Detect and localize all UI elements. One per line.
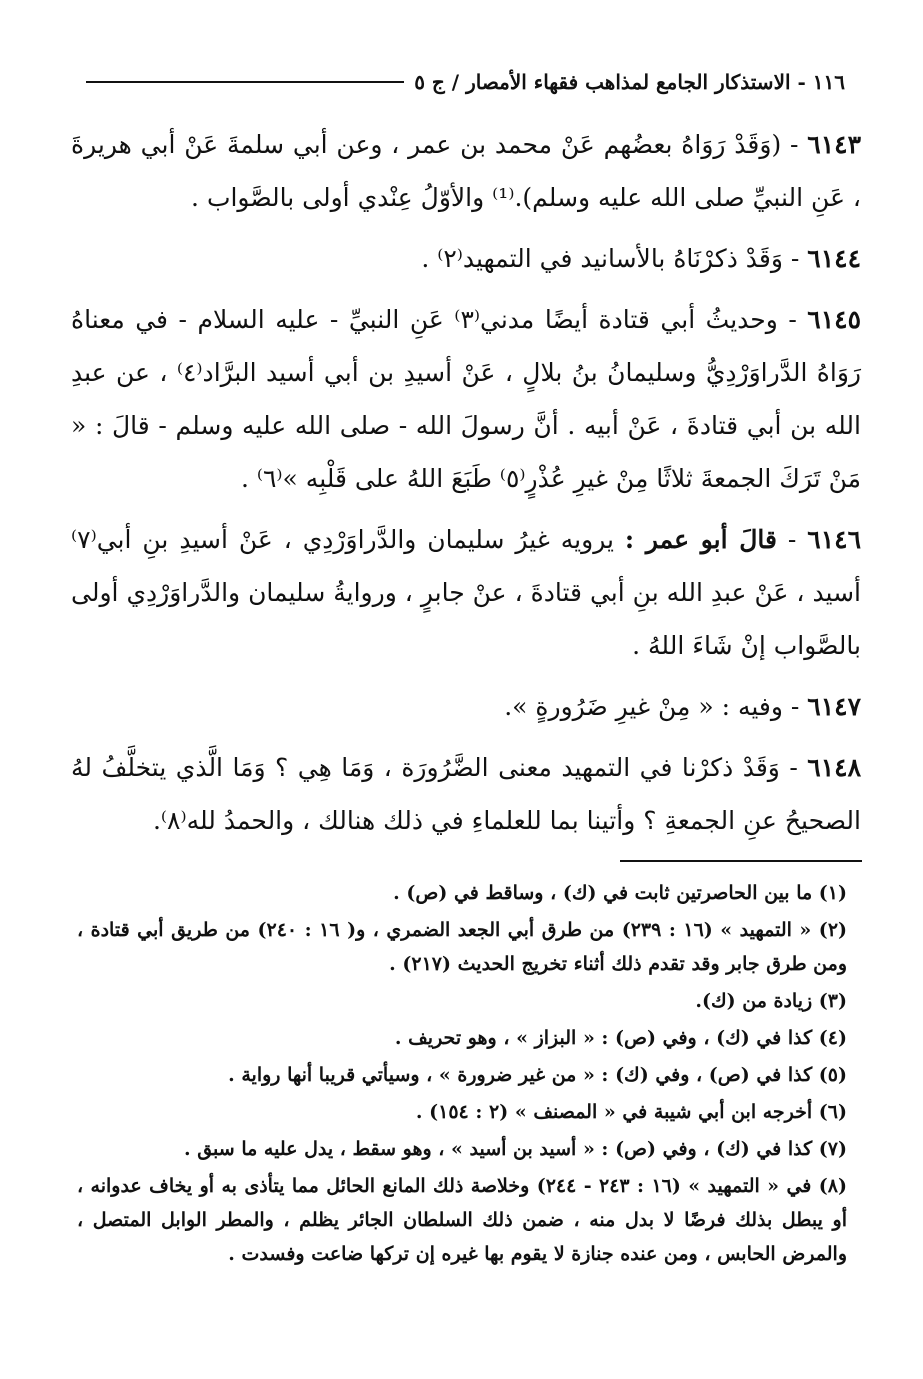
footnote-1: (١) ما بين الحاصرتين ثابت في (ك) ، وساقط في (ص) .	[393, 882, 847, 904]
footnote-6: (٦) أخرجه ابن أبي شيبة في « المصنف » (٢ : ١٥٤) .	[415, 1101, 847, 1123]
running-header	[86, 62, 845, 102]
paragraph-6144: ٦١٤٤ - وَقَدْ ذكرْنَاهُ بالأسانيد في التمهيد⁽٢⁾ .	[421, 244, 861, 273]
paragraph-text: وحديثُ أبي قتادة أيضًا مدني⁽٣⁾ عَنِ النبيِّ - عليه السلام - في معناهُ رَوَاهُ الدَّراوَرْدِيُّ وسليمانُ بنُ بلالٍ ، عَنْ أسيدِ بن أبي أسيد البرَّاد⁽٤⁾ ، عن عبدِ الله بن أبي قتادةَ ، عَنْ أبيه . أنَّ رسولَ الله - صلى الله عليه وسلم - قالَ : « مَنْ تَرَكَ الجمعةَ ثلاثًا مِنْ غيرِ عُذْرٍ⁽٥⁾ طَبَعَ اللهُ على قَلْبِه »⁽٦⁾ .	[71, 305, 861, 493]
paragraph-6146: ٦١٤٦ - قالَ أبو عمر : يرويه غيرُ سليمان والدَّراوَرْدِي ، عَنْ أسيدِ بنِ أبي⁽٧⁾ أسيد ، عَنْ عبدِ الله بنِ أبي قتادةَ ، عنْ جابرٍ ، وروايةُ سليمان والدَّراوَرْدِي أولى بالصَّواب إنْ شَاءَ اللهُ .	[71, 525, 861, 660]
main-text	[71, 118, 861, 855]
speaker-label: قالَ أبو عمر :	[624, 525, 777, 554]
paragraph-number: ٦١٤٦	[807, 525, 861, 554]
header-title: ١١٦ - الاستذكار الجامع لمذاهب فقهاء الأمصار / ج ٥	[414, 70, 845, 94]
paragraph-number: ٦١٤٧	[807, 692, 861, 721]
footnote-2: (٢) « التمهيد » (١٦ : ٢٣٩) من طرق أبي الجعد الضمري ، و( ١٦ : ٢٤٠) من طريق أبي قتادة ، ومن طرق جابر وقد تقدم ذلك أثناء تخريج الحديث (٢١٧) .	[77, 919, 848, 975]
paragraph-6147: ٦١٤٧ - وفيه : « مِنْ غيرِ ضَرُورةٍ ».	[504, 692, 861, 721]
paragraph-number: ٦١٤٥	[807, 305, 861, 334]
paragraph-text: وفيه : « مِنْ غيرِ ضَرُورةٍ ».	[504, 692, 783, 721]
paragraph-6145: ٦١٤٥ - وحديثُ أبي قتادة أيضًا مدني⁽٣⁾ عَنِ النبيِّ - عليه السلام - في معناهُ رَوَاهُ الدَّراوَرْدِيُّ وسليمانُ بنُ بلالٍ ، عَنْ أسيدِ بن أبي أسيد البرَّاد⁽٤⁾ ، عن عبدِ الله بن أبي قتادةَ ، عَنْ أبيه . أنَّ رسولَ الله - صلى الله عليه وسلم - قالَ : « مَنْ تَرَكَ الجمعةَ ثلاثًا مِنْ غيرِ عُذْرٍ⁽٥⁾ طَبَعَ اللهُ على قَلْبِه »⁽٦⁾ .	[71, 305, 861, 493]
paragraph-text: (وَقَدْ رَوَاهُ بعضُهم عَنْ محمد بن عمر ، وعن أبي سلمةَ عَنْ أبي هريرةَ ، عَنِ النبيِّ صلى الله عليه وسلم).⁽¹⁾ والأوّلُ عِنْدي أولى بالصَّواب .	[71, 130, 861, 212]
header-rule	[86, 81, 404, 83]
footnote-7: (٧) كذا في (ك) ، وفي (ص) : « أسيد بن أسيد » ، وهو سقط ، يدل عليه ما سبق .	[183, 1138, 847, 1160]
paragraph-6143: ٦١٤٣ - (وَقَدْ رَوَاهُ بعضُهم عَنْ محمد بن عمر ، وعن أبي سلمةَ عَنْ أبي هريرةَ ، عَنِ النبيِّ صلى الله عليه وسلم).⁽¹⁾ والأوّلُ عِنْدي أولى بالصَّواب .	[71, 130, 862, 212]
footnotes	[77, 876, 847, 1274]
footnote-3: (٣) زيادة من (ك).	[695, 990, 847, 1012]
paragraph-number: ٦١٤٨	[807, 753, 861, 782]
footnote-5: (٥) كذا في (ص) ، وفي (ك) : « من غير ضرورة » ، وسيأتي قريبا أنها رواية .	[228, 1064, 847, 1086]
footnote-8: (٨) في « التمهيد » (١٦ : ٢٤٣ - ٢٤٤) وخلاصة ذلك المانع الحائل مما يتأذى به أو يخاف عدوانه ، أو يبطل بذلك فرضًا لا بدل منه ، ضمن ذلك السلطان الجائر يظلم ، والمطر الوابل المتصل ، والمرض الحابس ، ومن عنده جنازة لا يقوم بها غيره إن تركها ضاعت وفسدت .	[77, 1175, 847, 1265]
paragraph-number: ٦١٤٤	[807, 244, 861, 273]
paragraph-text: يرويه غيرُ سليمان والدَّراوَرْدِي ، عَنْ أسيدِ بنِ أبي⁽٧⁾ أسيد ، عَنْ عبدِ الله بنِ أبي قتادةَ ، عنْ جابرٍ ، وروايةُ سليمان والدَّراوَرْدِي أولى بالصَّواب إنْ شَاءَ اللهُ .	[71, 525, 861, 660]
paragraph-number: ٦١٤٣	[807, 130, 862, 159]
paragraph-6148: ٦١٤٨ - وَقَدْ ذكرْنا في التمهيد معنى الضَّرُورَة ، وَمَا هِي ؟ وَمَا الَّذي يتخلَّفُ لهُ الصحيحُ عنِ الجمعةِ ؟ وأتينا بما للعلماءِ في ذلك هنالك ، والحمدُ لله⁽٨⁾.	[71, 753, 861, 835]
footnote-4: (٤) كذا في (ك) ، وفي (ص) : « البزاز » ، وهو تحريف .	[394, 1027, 847, 1049]
paragraph-text: وَقَدْ ذكرْنَاهُ بالأسانيد في التمهيد⁽٢⁾ .	[421, 244, 783, 273]
paragraph-text: وَقَدْ ذكرْنا في التمهيد معنى الضَّرُورَة ، وَمَا هِي ؟ وَمَا الَّذي يتخلَّفُ لهُ الصحيحُ عنِ الجمعةِ ؟ وأتينا بما للعلماءِ في ذلك هنالك ، والحمدُ لله⁽٨⁾.	[71, 753, 861, 835]
footnote-separator	[620, 860, 862, 862]
